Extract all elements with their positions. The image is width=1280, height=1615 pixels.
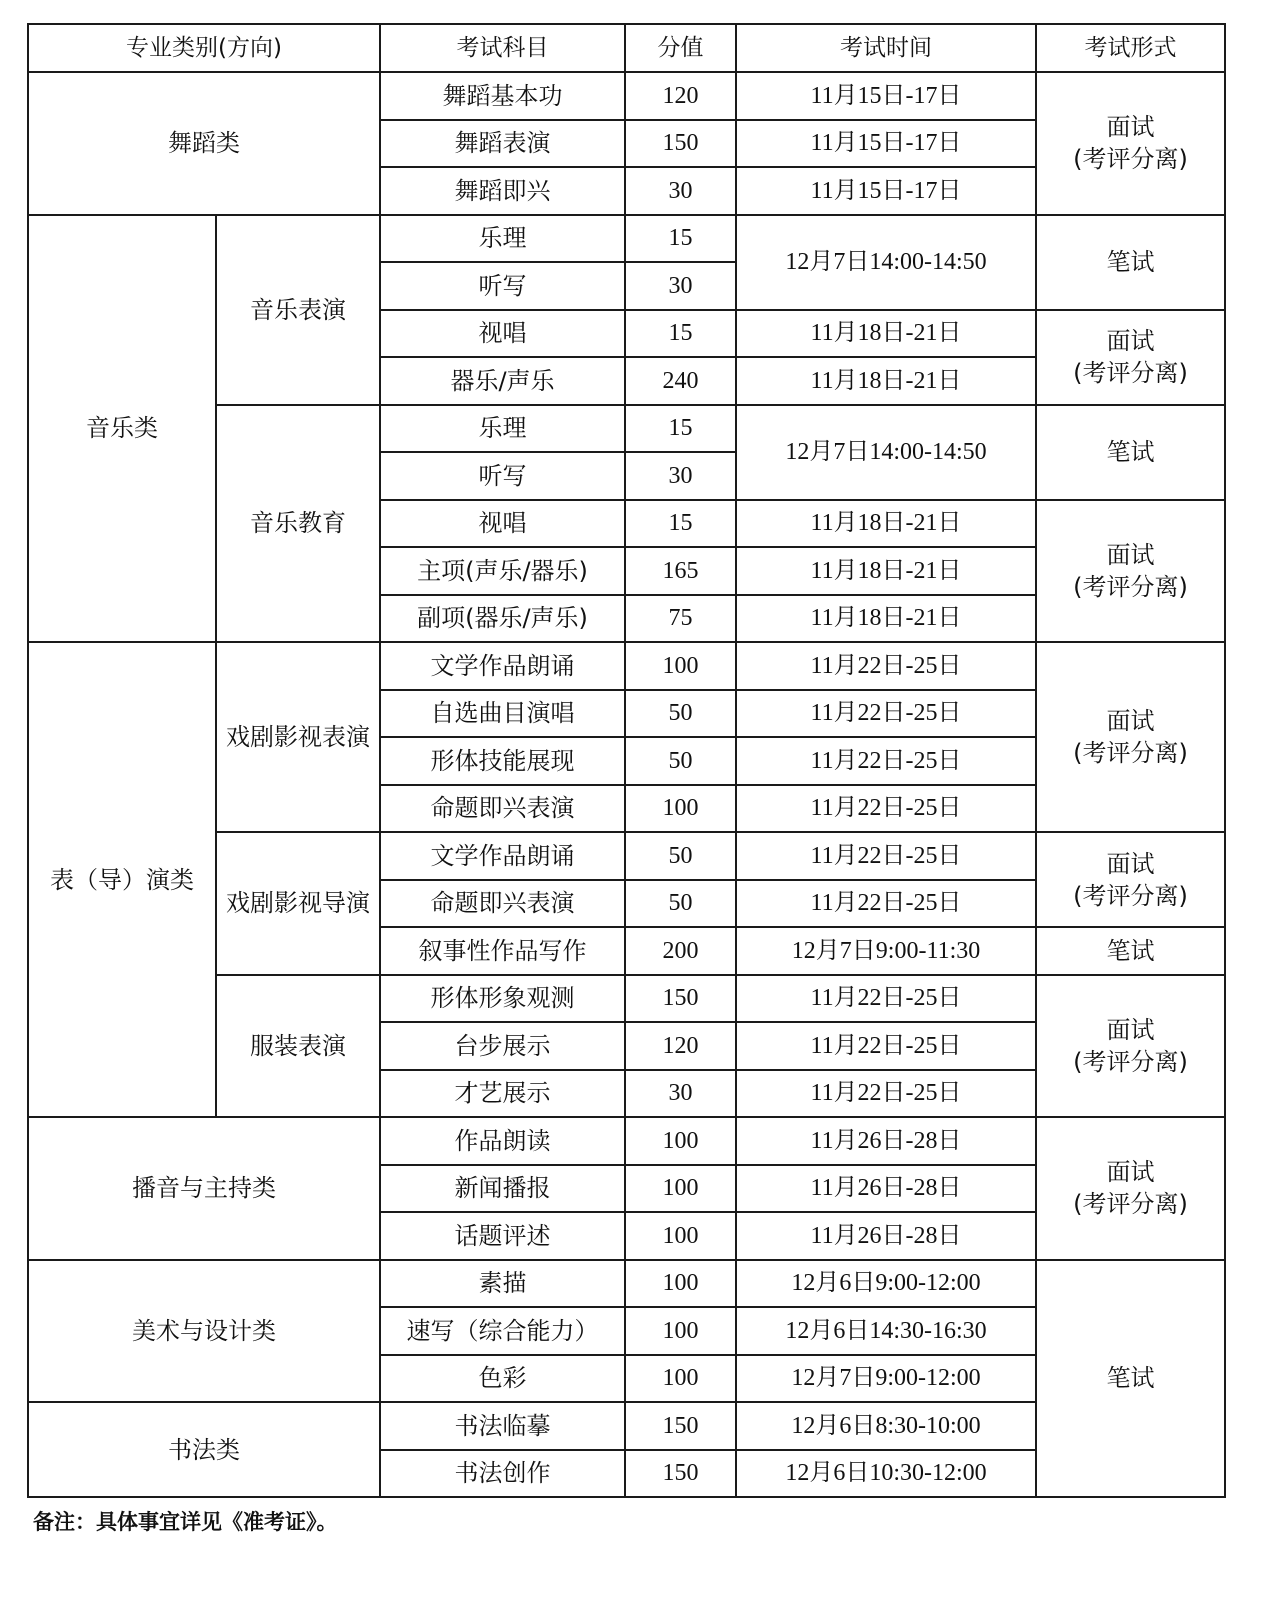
table-row [28, 1117, 1225, 1165]
subject-cell: 台步展示 [380, 1022, 625, 1070]
score-cell: 75 [625, 595, 736, 643]
form-note: (考评分离) [1073, 881, 1188, 910]
header-form: 考试形式 [1036, 24, 1225, 72]
score-cell: 150 [625, 120, 736, 168]
score-cell: 120 [625, 1022, 736, 1070]
form-interview [1036, 975, 1225, 1118]
header-category: 专业类别(方向) [28, 24, 380, 72]
subject-cell: 作品朗读 [380, 1117, 625, 1165]
header-subject: 考试科目 [380, 24, 625, 72]
time-cell: 11月18日-21日 [736, 310, 1036, 358]
score-cell: 30 [625, 167, 736, 215]
time-cell: 11月26日-28日 [736, 1212, 1036, 1260]
score-cell: 30 [625, 452, 736, 500]
subject-cell: 才艺展示 [380, 1070, 625, 1118]
time-cell: 12月7日14:00-14:50 [736, 215, 1036, 310]
score-cell: 100 [625, 785, 736, 833]
form-interview [1036, 642, 1225, 832]
direction-music-education: 音乐教育 [216, 405, 380, 643]
time-cell: 11月18日-21日 [736, 595, 1036, 643]
form-note: (考评分离) [1073, 572, 1188, 601]
subject-cell: 主项(声乐/器乐) [380, 547, 625, 595]
direction-fashion-show: 服装表演 [216, 975, 380, 1118]
score-cell: 100 [625, 1307, 736, 1355]
form-written: 笔试 [1036, 405, 1225, 500]
form-interview [1036, 1117, 1225, 1260]
score-cell: 165 [625, 547, 736, 595]
subject-cell: 命题即兴表演 [380, 785, 625, 833]
category-music: 音乐类 [28, 215, 216, 643]
subject-cell: 形体技能展现 [380, 737, 625, 785]
form-label: 面试 [1106, 707, 1155, 735]
subject-cell: 视唱 [380, 310, 625, 358]
time-cell: 11月22日-25日 [736, 737, 1036, 785]
subject-cell: 叙事性作品写作 [380, 927, 625, 975]
time-cell: 11月18日-21日 [736, 357, 1036, 405]
form-note: (考评分离) [1073, 739, 1188, 767]
score-cell: 50 [625, 832, 736, 880]
category-drama: 表（导）演类 [28, 642, 216, 1117]
form-interview [1036, 310, 1225, 405]
subject-cell: 文学作品朗诵 [380, 832, 625, 880]
score-cell: 15 [625, 310, 736, 358]
form-note: (考评分离) [1073, 359, 1188, 387]
form-interview [1036, 500, 1225, 643]
subject-cell: 视唱 [380, 500, 625, 548]
category-dance: 舞蹈类 [28, 72, 380, 215]
form-written: 笔试 [1036, 927, 1225, 975]
score-cell: 150 [625, 975, 736, 1023]
subject-cell: 形体形象观测 [380, 975, 625, 1023]
subject-cell: 话题评述 [380, 1212, 625, 1260]
time-cell: 12月7日9:00-12:00 [736, 1355, 1036, 1403]
header-row [28, 24, 1225, 72]
time-cell: 11月22日-25日 [736, 1022, 1036, 1070]
category-art-design: 美术与设计类 [28, 1260, 380, 1403]
subject-cell: 自选曲目演唱 [380, 690, 625, 738]
score-cell: 50 [625, 737, 736, 785]
subject-cell: 听写 [380, 262, 625, 310]
form-written: 笔试 [1036, 215, 1225, 310]
time-cell: 11月22日-25日 [736, 975, 1036, 1023]
direction-drama-directing: 戏剧影视导演 [216, 832, 380, 975]
score-cell: 100 [625, 1212, 736, 1260]
subject-cell: 乐理 [380, 215, 625, 263]
subject-cell: 舞蹈基本功 [380, 72, 625, 120]
score-cell: 100 [625, 1260, 736, 1308]
form-label: 面试 [1106, 849, 1155, 878]
time-cell: 11月15日-17日 [736, 167, 1036, 215]
time-cell: 11月22日-25日 [736, 642, 1036, 690]
subject-cell: 舞蹈即兴 [380, 167, 625, 215]
subject-cell: 文学作品朗诵 [380, 642, 625, 690]
form-note: (考评分离) [1073, 1190, 1188, 1219]
score-cell: 100 [625, 642, 736, 690]
table-row [28, 72, 1225, 120]
subject-cell: 器乐/声乐 [380, 357, 625, 405]
time-cell: 12月6日9:00-12:00 [736, 1260, 1036, 1308]
score-cell: 100 [625, 1355, 736, 1403]
form-label: 面试 [1106, 327, 1155, 355]
header-score: 分值 [625, 24, 736, 72]
score-cell: 15 [625, 215, 736, 263]
form-label: 面试 [1106, 1158, 1155, 1187]
score-cell: 50 [625, 690, 736, 738]
exam-schedule-table [27, 23, 1226, 1498]
subject-cell: 副项(器乐/声乐) [380, 595, 625, 643]
score-cell: 30 [625, 1070, 736, 1118]
score-cell: 100 [625, 1165, 736, 1213]
subject-cell: 命题即兴表演 [380, 880, 625, 928]
score-cell: 150 [625, 1450, 736, 1498]
time-cell: 11月22日-25日 [736, 1070, 1036, 1118]
form-interview [1036, 72, 1225, 215]
subject-cell: 色彩 [380, 1355, 625, 1403]
subject-cell: 乐理 [380, 405, 625, 453]
score-cell: 50 [625, 880, 736, 928]
form-written: 笔试 [1036, 1260, 1225, 1498]
score-cell: 120 [625, 72, 736, 120]
score-cell: 100 [625, 1117, 736, 1165]
score-cell: 15 [625, 405, 736, 453]
form-note: (考评分离) [1073, 1047, 1188, 1076]
subject-cell: 素描 [380, 1260, 625, 1308]
time-cell: 11月26日-28日 [736, 1117, 1036, 1165]
time-cell: 12月6日8:30-10:00 [736, 1402, 1036, 1450]
time-cell: 11月18日-21日 [736, 547, 1036, 595]
form-label: 面试 [1106, 1015, 1155, 1044]
time-cell: 11月15日-17日 [736, 72, 1036, 120]
time-cell: 12月6日14:30-16:30 [736, 1307, 1036, 1355]
time-cell: 12月6日10:30-12:00 [736, 1450, 1036, 1498]
category-broadcast: 播音与主持类 [28, 1117, 380, 1260]
form-label: 面试 [1106, 113, 1155, 142]
time-cell: 12月7日14:00-14:50 [736, 405, 1036, 500]
subject-cell: 书法创作 [380, 1450, 625, 1498]
score-cell: 200 [625, 927, 736, 975]
form-note: (考评分离) [1073, 145, 1188, 174]
time-cell: 11月22日-25日 [736, 880, 1036, 928]
time-cell: 11月22日-25日 [736, 832, 1036, 880]
score-cell: 15 [625, 500, 736, 548]
time-cell: 11月15日-17日 [736, 120, 1036, 168]
table-row [28, 642, 1225, 690]
time-cell: 12月7日9:00-11:30 [736, 927, 1036, 975]
time-cell: 11月26日-28日 [736, 1165, 1036, 1213]
footnote: 备注：具体事宜详见《准考证》。 [33, 1510, 338, 1534]
header-time: 考试时间 [736, 24, 1036, 72]
direction-drama-acting: 戏剧影视表演 [216, 642, 380, 832]
time-cell: 11月22日-25日 [736, 785, 1036, 833]
form-interview [1036, 832, 1225, 927]
subject-cell: 速写（综合能力） [380, 1307, 625, 1355]
score-cell: 150 [625, 1402, 736, 1450]
table-row [28, 1260, 1225, 1308]
score-cell: 240 [625, 357, 736, 405]
form-label: 面试 [1106, 540, 1155, 569]
subject-cell: 书法临摹 [380, 1402, 625, 1450]
score-cell: 30 [625, 262, 736, 310]
table-row [28, 215, 1225, 263]
time-cell: 11月22日-25日 [736, 690, 1036, 738]
direction-music-performance: 音乐表演 [216, 215, 380, 405]
category-calligraphy: 书法类 [28, 1402, 380, 1497]
time-cell: 11月18日-21日 [736, 500, 1036, 548]
subject-cell: 听写 [380, 452, 625, 500]
subject-cell: 舞蹈表演 [380, 120, 625, 168]
subject-cell: 新闻播报 [380, 1165, 625, 1213]
